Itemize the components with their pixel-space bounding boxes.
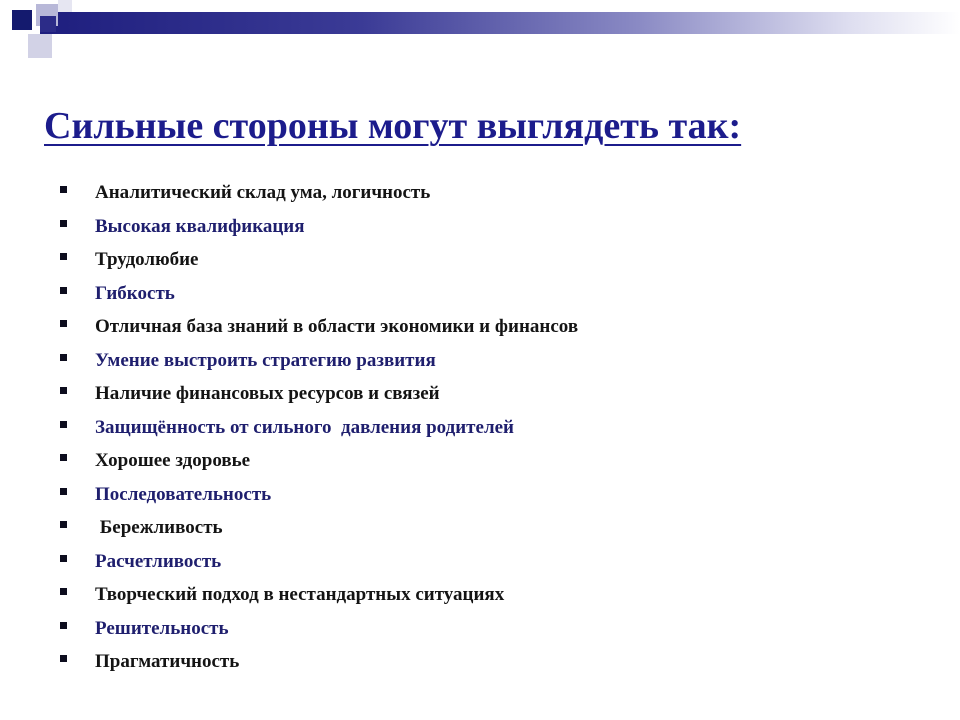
list-item-text: Защищённость от сильного давления родителей bbox=[95, 416, 514, 438]
decor-square bbox=[40, 16, 56, 32]
list-item bbox=[56, 210, 578, 244]
list-item-text: Бережливость bbox=[95, 517, 223, 538]
bullet-square-icon bbox=[60, 555, 67, 562]
bullet-square-icon bbox=[60, 655, 67, 662]
list-item-text: Решительность bbox=[95, 617, 229, 639]
list-item bbox=[56, 578, 578, 612]
list-item-text: Последовательность bbox=[95, 483, 272, 505]
list-item-text: Хорошее здоровье bbox=[95, 450, 251, 471]
bullet-square-icon bbox=[60, 287, 67, 294]
list-item bbox=[56, 511, 578, 545]
list-item bbox=[56, 411, 578, 445]
list-item-text: Отличная база знаний в области экономики и финансов bbox=[95, 316, 579, 337]
decor-square bbox=[58, 0, 72, 12]
bullet-square-icon bbox=[60, 220, 67, 227]
list-item bbox=[56, 444, 578, 478]
decor-square bbox=[28, 34, 52, 58]
header-gradient-bar bbox=[40, 12, 960, 34]
bullet-square-icon bbox=[60, 354, 67, 361]
list-item bbox=[56, 478, 578, 512]
bullet-square-icon bbox=[60, 588, 67, 595]
list-item bbox=[56, 277, 578, 311]
list-item bbox=[56, 377, 578, 411]
bullet-square-icon bbox=[60, 387, 67, 394]
slide-title: Сильные стороны могут выглядеть так: bbox=[44, 105, 742, 147]
list-item-text: Аналитический склад ума, логичность bbox=[95, 182, 431, 203]
list-item-text: Гибкость bbox=[95, 282, 175, 304]
bullet-square-icon bbox=[60, 488, 67, 495]
list-item-text: Расчетливость bbox=[95, 550, 222, 572]
bullet-square-icon bbox=[60, 186, 67, 193]
list-item-text: Умение выстроить стратегию развития bbox=[95, 349, 436, 371]
list-item bbox=[56, 612, 578, 646]
bullet-square-icon bbox=[60, 421, 67, 428]
decor-square bbox=[12, 10, 32, 30]
bullet-square-icon bbox=[60, 521, 67, 528]
list-item bbox=[56, 243, 578, 277]
list-item bbox=[56, 344, 578, 378]
bullet-square-icon bbox=[60, 454, 67, 461]
bullet-square-icon bbox=[60, 253, 67, 260]
list-item bbox=[56, 545, 578, 579]
list-item-text: Высокая квалификация bbox=[95, 215, 305, 237]
bullet-square-icon bbox=[60, 622, 67, 629]
list-item-text: Творческий подход в нестандартных ситуациях bbox=[95, 584, 505, 605]
list-item bbox=[56, 310, 578, 344]
list-item bbox=[56, 645, 578, 679]
list-item-text: Прагматичность bbox=[95, 651, 240, 672]
list-item-text: Наличие финансовых ресурсов и связей bbox=[95, 383, 440, 404]
strengths-list bbox=[56, 176, 578, 679]
list-item bbox=[56, 176, 578, 210]
list-item-text: Трудолюбие bbox=[95, 249, 199, 270]
bullet-square-icon bbox=[60, 320, 67, 327]
